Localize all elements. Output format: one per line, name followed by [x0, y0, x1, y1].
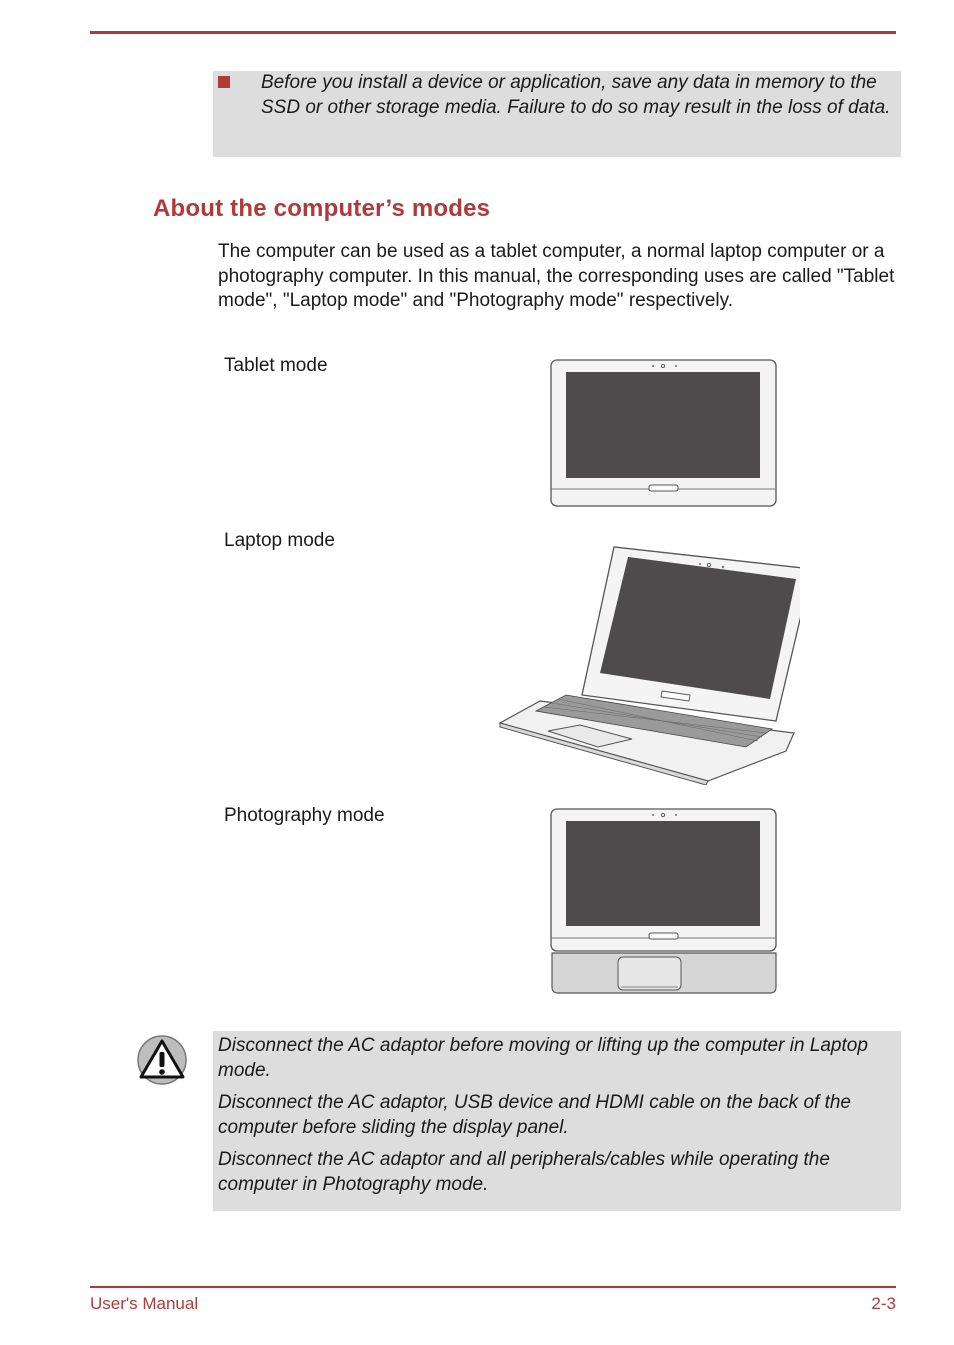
header-rule [90, 31, 896, 34]
photography-mode-illustration [549, 807, 779, 997]
warning-paragraph: Disconnect the AC adaptor before moving or lifting up the computer in Laptop mode. [218, 1035, 868, 1081]
warning-paragraph: Disconnect the AC adaptor and all peripherals/cables while operating the computer in Photography mode. [218, 1149, 830, 1195]
footer-title: User's Manual [90, 1294, 199, 1313]
warning-paragraph: Disconnect the AC adaptor, USB device and HDMI cable on the back of the computer before sliding the display panel. [218, 1092, 851, 1138]
section-intro: The computer can be used as a tablet computer, a normal laptop computer or a photography computer. In this manual, the corresponding uses are called "Tablet mode", "Laptop mode" and "Photography mode" respectively. [218, 241, 895, 311]
warning-note [213, 1031, 901, 1211]
laptop-mode-label: Laptop mode [224, 530, 335, 551]
page-number: 2-3 [871, 1294, 896, 1313]
tablet-mode-label: Tablet mode [224, 355, 328, 376]
footer-rule [90, 1286, 896, 1288]
tablet-mode-illustration [549, 358, 779, 510]
warning-note-text [218, 1034, 888, 1205]
warning-triangle-icon [136, 1034, 188, 1086]
caution-note [213, 71, 901, 157]
caution-note-text: Before you install a device or application, save any data in memory to the SSD or other storage media. Failure to do so may result in the loss of data. [261, 72, 891, 118]
section-heading: About the computer’s modes [153, 195, 491, 222]
bullet-square-icon [218, 76, 230, 88]
laptop-mode-illustration [496, 543, 800, 785]
photography-mode-label: Photography mode [224, 805, 385, 826]
